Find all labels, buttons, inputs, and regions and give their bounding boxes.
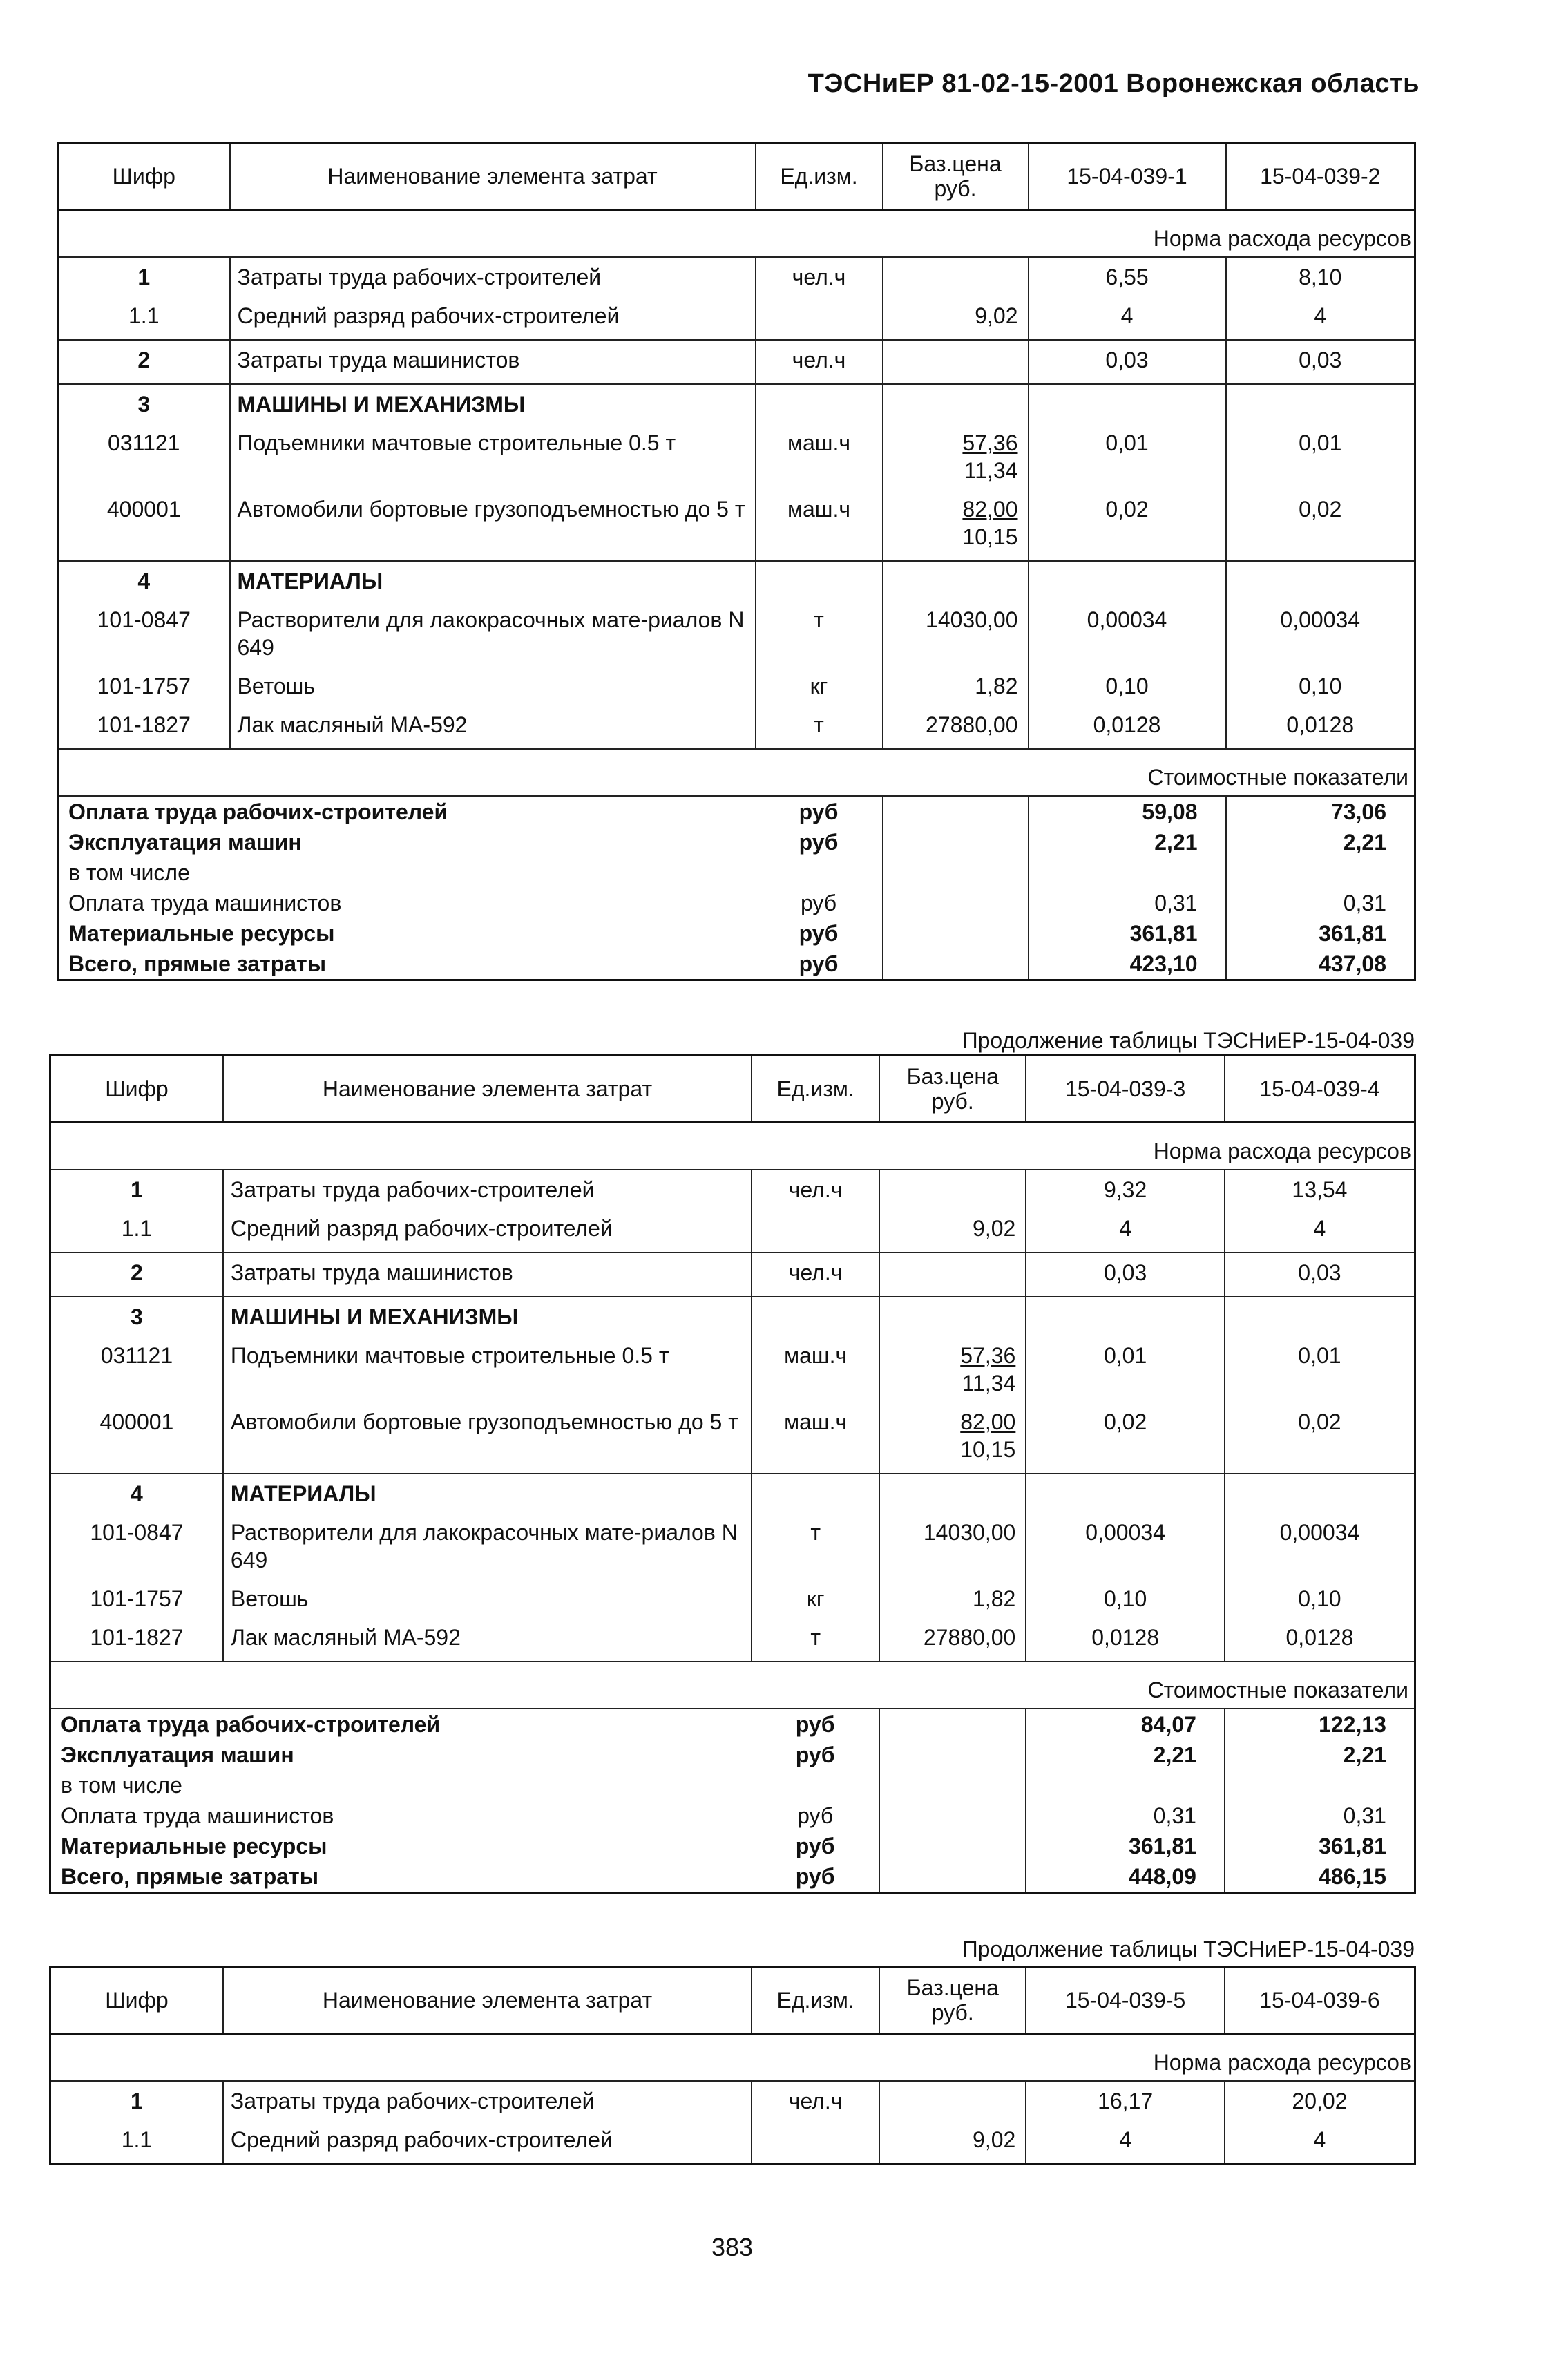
cost-empty-cell [883,796,1029,827]
cost-name: в том числе [58,857,756,888]
resource-row [50,1403,1415,1474]
norm-value: 0,01 [1026,1336,1225,1403]
norm-value [1026,1474,1225,1513]
norm-value: 0,02 [1026,1403,1225,1474]
norm-value: 0,10 [1226,667,1415,705]
cost-name: Материальные ресурсы [50,1831,752,1861]
norm-value: 0,01 [1226,424,1415,490]
norm-value: 9,32 [1026,1170,1225,1209]
norm-value [1226,384,1415,424]
base-price [883,340,1029,384]
cost-value: 0,31 [1029,888,1226,918]
row-group [50,1474,1415,1662]
norm-value [1226,561,1415,600]
cost-value: 361,81 [1026,1831,1225,1861]
resource-name: Средний разряд рабочих-строителей [223,2120,752,2165]
column-header: Наименование элемента затрат [230,143,756,210]
cost-empty-cell [879,1861,1026,1893]
base-price-cell [879,1336,1026,1403]
norm-label-row [58,210,1415,258]
resource-unit [756,384,883,424]
cost-name: Эксплуатация машин [58,827,756,857]
norm-value [1029,384,1226,424]
resource-code: 2 [50,1253,223,1297]
cost-value: 0,31 [1226,888,1415,918]
resource-code: 101-1757 [58,667,230,705]
resource-row [58,490,1415,561]
resource-code: 101-0847 [50,1513,223,1579]
resource-row [50,1170,1415,1209]
norm-value: 0,03 [1226,340,1415,384]
cost-unit: руб [756,827,883,857]
cost-value: 122,13 [1225,1709,1415,1740]
column-header: 15-04-039-4 [1225,1056,1415,1123]
base-price: 14030,00 [879,1513,1026,1579]
resource-unit: чел.ч [752,1253,879,1297]
resource-unit: чел.ч [752,1170,879,1209]
resource-code: 400001 [58,490,230,561]
header-row [50,1967,1415,2034]
resource-row [50,1336,1415,1403]
resource-row [58,424,1415,490]
column-header: Ед.изм. [752,1056,879,1123]
resource-row [50,2120,1415,2165]
base-price: 82,00 [960,1409,1016,1434]
norm-value: 0,0128 [1225,1618,1415,1662]
norm-value: 16,17 [1026,2081,1225,2120]
resource-name: МАТЕРИАЛЫ [230,561,756,600]
base-price: 9,02 [883,296,1029,340]
cost-value: 0,31 [1026,1800,1225,1831]
cost-empty-cell [883,857,1029,888]
cost-empty-cell [879,1740,1026,1770]
norm-value: 0,01 [1029,424,1226,490]
norm-label: Норма расхода ресурсов [58,210,1415,258]
column-header: Наименование элемента затрат [223,1967,752,2034]
resource-name: МАШИНЫ И МЕХАНИЗМЫ [223,1297,752,1336]
norm-value: 0,00034 [1226,600,1415,667]
resource-row [50,1579,1415,1618]
resource-unit: чел.ч [752,2081,879,2120]
cost-empty-cell [883,949,1029,980]
norm-value: 0,10 [1029,667,1226,705]
cost-unit: руб [752,1831,879,1861]
row-group [50,2081,1415,2165]
norm-value: 0,10 [1026,1579,1225,1618]
cost-value [1225,1770,1415,1800]
norm-value: 4 [1026,2120,1225,2165]
cost-label-row [58,749,1415,796]
resource-row [50,1209,1415,1253]
resource-name: Затраты труда рабочих-строителей [223,2081,752,2120]
table-caption: Продолжение таблицы ТЭСНиЕР-15-04-039 [962,1028,1415,1053]
resource-unit [756,561,883,600]
cost-value: 2,21 [1026,1740,1225,1770]
resource-unit: маш.ч [752,1403,879,1474]
resource-code: 3 [58,384,230,424]
cost-unit: руб [752,1740,879,1770]
cost-value [1026,1770,1225,1800]
cost-unit: руб [752,1709,879,1740]
resource-name: МАШИНЫ И МЕХАНИЗМЫ [230,384,756,424]
norm-value: 0,00034 [1029,600,1226,667]
norm-label: Норма расхода ресурсов [50,2034,1415,2082]
column-header: Баз.цена руб. [879,1967,1026,2034]
resource-code: 101-1827 [58,705,230,749]
resource-table [49,1054,1416,1894]
column-header: Шифр [50,1967,223,2034]
resource-name: МАТЕРИАЛЫ [223,1474,752,1513]
cost-name: Материальные ресурсы [58,918,756,949]
cost-row [58,949,1415,980]
column-header: 15-04-039-2 [1226,143,1415,210]
resource-row [50,1253,1415,1297]
table-caption: Продолжение таблицы ТЭСНиЕР-15-04-039 [962,1937,1415,1961]
resource-row [58,296,1415,340]
cost-row [50,1770,1415,1800]
row-group [58,340,1415,384]
cost-name: Всего, прямые затраты [58,949,756,980]
cost-empty-cell [879,1770,1026,1800]
resource-unit: т [756,600,883,667]
cost-name: Эксплуатация машин [50,1740,752,1770]
resource-row [58,667,1415,705]
cost-name: Оплата труда машинистов [58,888,756,918]
column-header: 15-04-039-1 [1029,143,1226,210]
norm-value: 0,00034 [1225,1513,1415,1579]
section-heading-row [50,1474,1415,1513]
norm-label: Норма расхода ресурсов [50,1123,1415,1170]
cost-value: 437,08 [1226,949,1415,980]
cost-unit: руб [756,949,883,980]
resource-name: Средний разряд рабочих-строителей [223,1209,752,1253]
resource-code: 4 [58,561,230,600]
base-price: 1,82 [879,1579,1026,1618]
resource-table [57,142,1416,981]
resource-unit [752,1297,879,1336]
norm-value: 0,03 [1029,340,1226,384]
resource-name: Затраты труда машинистов [230,340,756,384]
column-header: 15-04-039-6 [1225,1967,1415,2034]
cost-empty-cell [883,827,1029,857]
norm-value: 0,0128 [1226,705,1415,749]
column-header: Ед.изм. [756,143,883,210]
column-header: Шифр [58,143,230,210]
norm-value: 0,10 [1225,1579,1415,1618]
cost-value [1029,857,1226,888]
base-price [883,561,1029,600]
resource-code: 4 [50,1474,223,1513]
base-price: 9,02 [879,2120,1026,2165]
resource-row [50,2081,1415,2120]
norm-value: 0,02 [1029,490,1226,561]
cost-name: Оплата труда рабочих-строителей [50,1709,752,1740]
resource-unit [756,296,883,340]
base-price-cell [883,490,1029,561]
cost-empty-cell [883,888,1029,918]
norm-label-row [50,1123,1415,1170]
cost-value: 59,08 [1029,796,1226,827]
resource-unit: чел.ч [756,257,883,296]
resource-name: Ветошь [230,667,756,705]
resource-code: 1.1 [50,1209,223,1253]
cost-value: 423,10 [1029,949,1226,980]
resource-unit: маш.ч [756,490,883,561]
page-number: 383 [711,2233,754,2261]
resource-name: Подъемники мачтовые строительные 0.5 т [230,424,756,490]
resource-row [58,600,1415,667]
resource-name: Лак масляный МА-592 [223,1618,752,1662]
resource-unit [752,1474,879,1513]
document-title: ТЭСНиЕР 81-02-15-2001 Воронежская область [807,69,1419,98]
resource-code: 1 [58,257,230,296]
cost-unit [756,857,883,888]
resource-unit: маш.ч [756,424,883,490]
cost-unit: руб [752,1861,879,1893]
header-row [58,143,1415,210]
cost-name: в том числе [50,1770,752,1800]
base-price-sub: 10,15 [960,1437,1016,1462]
cost-label-row [50,1662,1415,1709]
cost-unit [752,1770,879,1800]
resource-table [49,1966,1416,2165]
cost-indicators [58,796,1415,980]
norm-value: 6,55 [1029,257,1226,296]
row-group [50,1297,1415,1474]
norm-label-row [50,2034,1415,2082]
resource-code: 400001 [50,1403,223,1474]
cost-row [58,888,1415,918]
header-row [50,1056,1415,1123]
resource-code: 3 [50,1297,223,1336]
norm-value [1026,1297,1225,1336]
row-group [50,1253,1415,1297]
norm-value: 4 [1226,296,1415,340]
resource-row [58,340,1415,384]
resource-unit [752,1209,879,1253]
base-price [879,2081,1026,2120]
base-price [879,1474,1026,1513]
resource-unit: т [752,1618,879,1662]
norm-value: 4 [1029,296,1226,340]
cost-value: 361,81 [1226,918,1415,949]
base-price: 9,02 [879,1209,1026,1253]
resource-unit: кг [752,1579,879,1618]
resource-unit: маш.ч [752,1336,879,1403]
base-price: 57,36 [962,430,1018,455]
norm-value: 0,02 [1225,1403,1415,1474]
cost-indicators [50,1709,1415,1893]
cost-value: 361,81 [1225,1831,1415,1861]
base-price-cell [879,1403,1026,1474]
resource-name: Затраты труда машинистов [223,1253,752,1297]
base-price: 57,36 [960,1343,1016,1368]
row-group [58,384,1415,561]
resource-name: Растворители для лакокрасочных мате-риалов N 649 [230,600,756,667]
resource-unit: чел.ч [756,340,883,384]
column-header: 15-04-039-5 [1026,1967,1225,2034]
column-header: Наименование элемента затрат [223,1056,752,1123]
resource-code: 2 [58,340,230,384]
base-price [879,1170,1026,1209]
resource-row [50,1618,1415,1662]
cost-row [58,918,1415,949]
resource-unit [752,2120,879,2165]
norm-value: 0,03 [1026,1253,1225,1297]
norm-value: 0,00034 [1026,1513,1225,1579]
resource-name: Лак масляный МА-592 [230,705,756,749]
norm-value: 13,54 [1225,1170,1415,1209]
column-header: 15-04-039-3 [1026,1056,1225,1123]
base-price [879,1253,1026,1297]
base-price: 1,82 [883,667,1029,705]
resource-code: 101-1827 [50,1618,223,1662]
cost-row [50,1740,1415,1770]
cost-unit: руб [756,796,883,827]
resource-code: 101-1757 [50,1579,223,1618]
norm-value [1225,1474,1415,1513]
base-price: 27880,00 [879,1618,1026,1662]
norm-value: 8,10 [1226,257,1415,296]
column-header: Баз.цена руб. [879,1056,1026,1123]
base-price-sub: 10,15 [962,524,1018,549]
cost-value: 84,07 [1026,1709,1225,1740]
resource-code: 031121 [50,1336,223,1403]
norm-value: 0,0128 [1026,1618,1225,1662]
cost-name: Оплата труда рабочих-строителей [58,796,756,827]
resource-unit: т [752,1513,879,1579]
cost-name: Всего, прямые затраты [50,1861,752,1893]
resource-unit: т [756,705,883,749]
column-header: Шифр [50,1056,223,1123]
resource-code: 031121 [58,424,230,490]
cost-name: Оплата труда машинистов [50,1800,752,1831]
cost-row [58,796,1415,827]
base-price: 27880,00 [883,705,1029,749]
column-header: Баз.цена руб. [883,143,1029,210]
cost-value: 73,06 [1226,796,1415,827]
norm-value: 20,02 [1225,2081,1415,2120]
norm-value: 0,03 [1225,1253,1415,1297]
cost-value: 0,31 [1225,1800,1415,1831]
column-header: Ед.изм. [752,1967,879,2034]
base-price: 14030,00 [883,600,1029,667]
resource-name: Растворители для лакокрасочных мате-риалов N 649 [223,1513,752,1579]
cost-value: 2,21 [1225,1740,1415,1770]
resource-name: Автомобили бортовые грузоподъемностью до 5 т [223,1403,752,1474]
resource-code: 1.1 [58,296,230,340]
cost-row [58,827,1415,857]
cost-empty-cell [883,918,1029,949]
cost-empty-cell [879,1709,1026,1740]
row-group [58,561,1415,749]
base-price-sub: 11,34 [962,1371,1016,1396]
resource-code: 1.1 [50,2120,223,2165]
cost-value: 486,15 [1225,1861,1415,1893]
cost-value: 448,09 [1026,1861,1225,1893]
base-price-sub: 11,34 [964,458,1018,483]
base-price [879,1297,1026,1336]
resource-code: 1 [50,2081,223,2120]
norm-value: 4 [1026,1209,1225,1253]
resource-name: Средний разряд рабочих-строителей [230,296,756,340]
cost-value: 2,21 [1029,827,1226,857]
norm-value: 0,0128 [1029,705,1226,749]
cost-unit: руб [752,1800,879,1831]
base-price-cell [883,424,1029,490]
cost-empty-cell [879,1800,1026,1831]
base-price [883,257,1029,296]
section-heading-row [58,384,1415,424]
norm-value [1029,561,1226,600]
resource-name: Автомобили бортовые грузоподъемностью до 5 т [230,490,756,561]
resource-name: Затраты труда рабочих-строителей [223,1170,752,1209]
cost-value: 2,21 [1226,827,1415,857]
base-price [883,384,1029,424]
cost-value [1226,857,1415,888]
resource-row [58,705,1415,749]
resource-code: 101-0847 [58,600,230,667]
norm-value: 4 [1225,1209,1415,1253]
cost-empty-cell [879,1831,1026,1861]
section-heading-row [50,1297,1415,1336]
cost-label: Стоимостные показатели [58,749,1415,796]
row-group [50,1170,1415,1253]
cost-row [50,1831,1415,1861]
row-group [58,257,1415,340]
cost-row [58,857,1415,888]
norm-value: 0,01 [1225,1336,1415,1403]
cost-unit: руб [756,918,883,949]
resource-name: Затраты труда рабочих-строителей [230,257,756,296]
resource-code: 1 [50,1170,223,1209]
cost-row [50,1709,1415,1740]
cost-row [50,1800,1415,1831]
cost-row [50,1861,1415,1893]
base-price: 82,00 [962,497,1018,522]
resource-row [58,257,1415,296]
resource-name: Ветошь [223,1579,752,1618]
cost-value: 361,81 [1029,918,1226,949]
resource-row [50,1513,1415,1579]
cost-label: Стоимостные показатели [50,1662,1415,1709]
norm-value: 0,02 [1226,490,1415,561]
norm-value [1225,1297,1415,1336]
resource-unit: кг [756,667,883,705]
section-heading-row [58,561,1415,600]
cost-unit: руб [756,888,883,918]
norm-value: 4 [1225,2120,1415,2165]
resource-name: Подъемники мачтовые строительные 0.5 т [223,1336,752,1403]
